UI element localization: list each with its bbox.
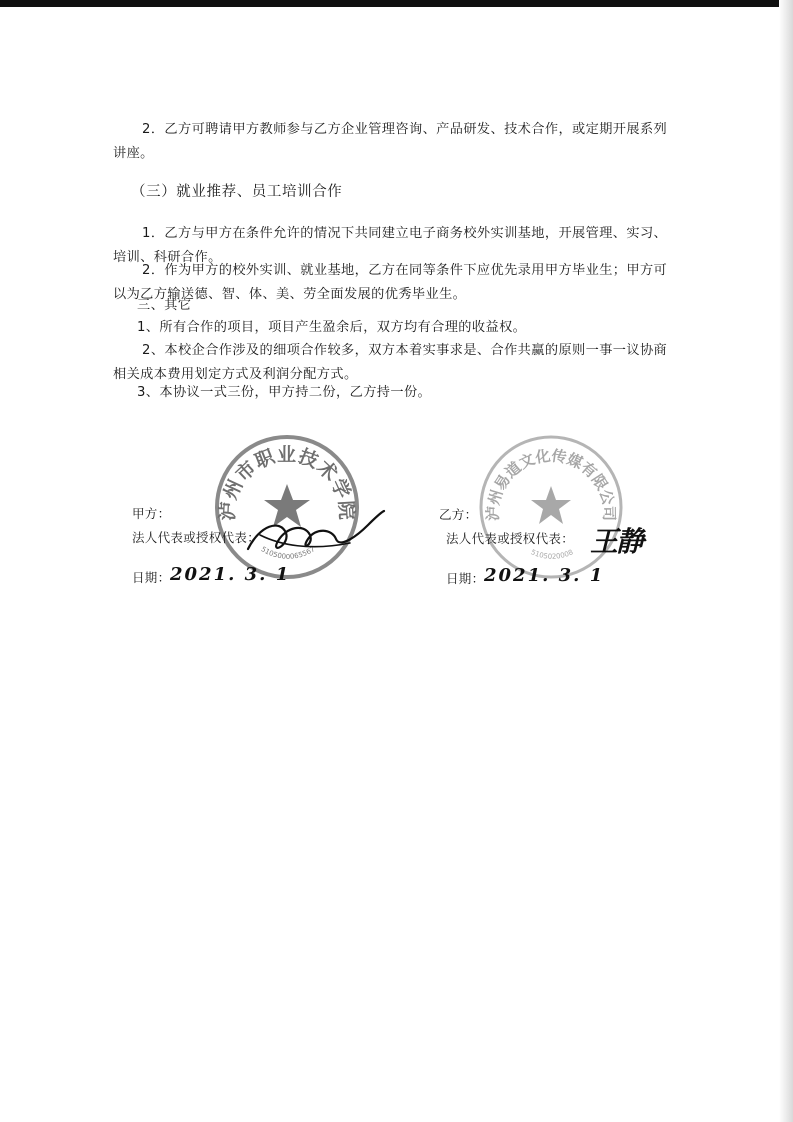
section3-heading: （三）就业推荐、员工培训合作 [131,184,343,200]
scan-top-border [0,0,793,7]
other-heading: 三、其它 [137,298,192,313]
party-b-signature: 王静 [590,525,643,558]
party-a-rep-label: 法人代表或授权代表： [132,530,261,545]
party-b-date-handwritten: 2021. 3. 1 [484,565,605,586]
other-item1: 1、所有合作的项目，项目产生盈余后，双方均有合理的收益权。 [137,320,527,335]
other-item3: 3、本协议一式三份，甲方持二份，乙方持一份。 [137,385,432,400]
s3-item2-paragraph: 2．作为甲方的校外实训、就业基地，乙方在同等条件下应优先录用甲方毕业生；甲方可以为乙方输送德、智、体、美、劳全面发展的优秀毕业生。 [113,263,668,302]
seal-b-text: 泸州易道文化传媒有限公司 [483,446,619,522]
seal-b-number: 5105020008 [529,548,575,561]
seal-a-number: 5105000065567 [259,545,317,561]
scan-right-shadow [779,0,793,1122]
party-a-label: 甲方： [132,506,171,521]
seal-b-star-icon [531,486,571,524]
party-b-rep-label: 法人代表或授权代表： [446,531,575,546]
seal-a-text: 泸州市职业技术学院 [216,444,358,522]
party-b-label: 乙方： [439,507,478,522]
item2-paragraph: 2．乙方可聘请甲方教师参与乙方企业管理咨询、产品研发、技术合作，或定期开展系列讲座。 [113,122,668,161]
party-a-signature [240,505,390,565]
party-a-date-label: 日期： [132,570,171,585]
other-item2-paragraph: 2、本校企合作涉及的细项合作较多，双方本着实事求是、合作共赢的原则一事一议协商相关成本费用划定方式及利润分配方式。 [113,343,668,382]
party-b-date-label: 日期： [446,571,485,586]
party-a-date-handwritten: 2021. 3. 1 [170,564,291,585]
s3-item1-paragraph: 1．乙方与甲方在条件允许的情况下共同建立电子商务校外实训基地，开展管理、实习、培训、科研合作。 [113,226,668,265]
